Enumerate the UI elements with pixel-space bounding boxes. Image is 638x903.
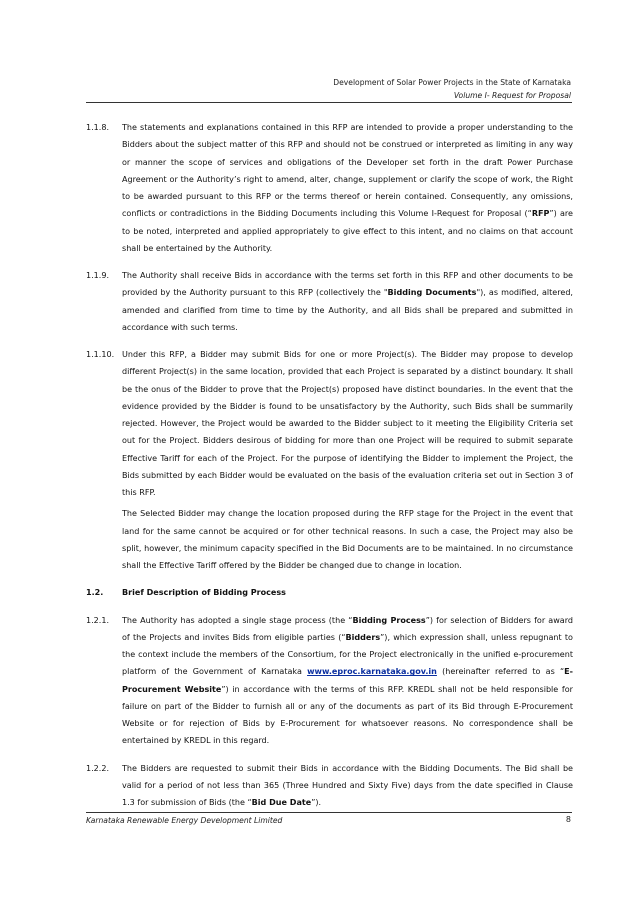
bold-term: Bidding Documents [387,288,477,298]
clause-1-1-10-subparagraph: The Selected Bidder may change the location proposed during the RFP stage for the Project in the event that land for the same cannot be acquired or for other technical reasons. In such a case, the Project may also be split, however, the minimum capacity specified in the Bid Documents are to be maintained. In no circumstance shall the Effective Tariff offered by the Bidder be changed due to change in location. [122,509,573,570]
clause-text: The statements and explanations contained in this RFP are intended to provide a proper understanding to the Bidders about the subject matter of this RFP and should not be construed or interpreted as limiting in any way or manner the scope of services and obligations of the Developer set forth in the draft Power Purchase Agreement or the Authority’s right to amend, alter, change, supplement or clarify the scope of work, the Right to be awarded pursuant to this RFP or the terms thereof or herein contained. Consequently, any omissions, conflicts or contradictions in the Bidding Documents including this Volume I-Request for Proposal (“RFP”) are to be noted, interpreted and applied appropriately to give effect to this intent, and no claims on that account shall be entertained by the Authority. [122,123,573,253]
header-divider [86,102,572,103]
clause-1-1-10 [86,346,573,501]
clause-text: The Authority shall receive Bids in accordance with the terms set forth in this RFP and other documents to be provided by the Authority pursuant to this RFP (collectively the "Bidding Documents"), as modified, altered, amended and clarified from time to time by the Authority, and all Bids shall be prepared and submitted in accordance with such terms. [122,271,573,332]
footer-organization: Karnataka Renewable Energy Development Limited [86,816,283,825]
bold-term: Bidders [345,632,381,642]
clause-1-1-9 [86,267,573,336]
bold-term: E-Procurement Website [122,667,573,694]
eproc-website-link[interactable]: www.eproc.karnataka.gov.in [307,667,437,677]
clause-number: 1.2.1. [86,615,110,625]
clause-number: 1.1.9. [86,271,110,280]
bold-term: RFP [531,209,550,219]
section-number: 1.2. [86,588,104,598]
section-title: Brief Description of Bidding Process [122,588,286,598]
clause-1-2-2 [86,760,573,812]
clause-1-1-8 [86,119,573,257]
header-subtitle: Volume I- Request for Proposal [453,91,571,100]
clause-text: The Authority has adopted a single stage process (the “Bidding Process”) for selection of Bidders for award of the Projects and invites Bids from eligible parties (“Bidders”), which expression shall, unless repugnant to the context include the members of the Consortium, for the Project electronically in the unified e-procurement platform of the Government of Karnataka www.eproc.karnataka.gov.in (hereinafter referred to as “E-Procurement Website”) in accordance with the terms of this RFP. KREDL shall not be held responsible for failure on part of the Bidder to furnish all or any of the documents as part of its Bid through E-Procurement Website or for rejection of Bids by E-Procurement for whatsoever reasons. No correspondence shall be entertained by KREDL in this regard. [122,615,574,746]
clause-number: 1.2.2. [86,763,110,773]
header-title: Development of Solar Power Projects in the State of Karnataka [333,78,571,87]
page-header [333,76,571,102]
footer-divider [86,812,572,813]
clause-1-2-1 [86,612,573,750]
bold-term: Bidding Process [352,615,426,625]
clause-text: The Bidders are requested to submit their Bids in accordance with the Bidding Documents. The Bid shall be valid for a period of not less than 365 (Three Hundred and Sixty Five) days from the date specified in Clause 1.3 for submission of Bids (the “Bid Due Date”). [122,763,573,807]
clause-text: Under this RFP, a Bidder may submit Bids for one or more Project(s). The Bidder may propose to develop different Project(s) in the same location, provided that each Project is separated by a distinct boundary. It shall be the onus of the Bidder to prove that the Project(s) proposed have distinct boundaries. In the event that the evidence provided by the Bidder is found to be unsatisfactory by the Authority, such Bids shall be summarily rejected. However, the Project would be awarded to the Bidder subject to it meeting the Eligibility Criteria set out for the Project. Bidders desirous of bidding for more than one Project will be required to submit separate Effective Tariff for each of the Project. For the purpose of identifying the Bidder to implement the Project, the Bids submitted by each Bidder would be evaluated on the basis of the evaluation criteria set out in Section 3 of this RFP. [122,350,573,497]
clause-number: 1.1.10. [86,350,115,359]
bold-term: Bid Due Date [251,798,312,807]
page-number: 8 [565,815,571,824]
body-content [86,119,573,821]
clause-number: 1.1.8. [86,123,110,132]
section-heading [86,584,573,601]
